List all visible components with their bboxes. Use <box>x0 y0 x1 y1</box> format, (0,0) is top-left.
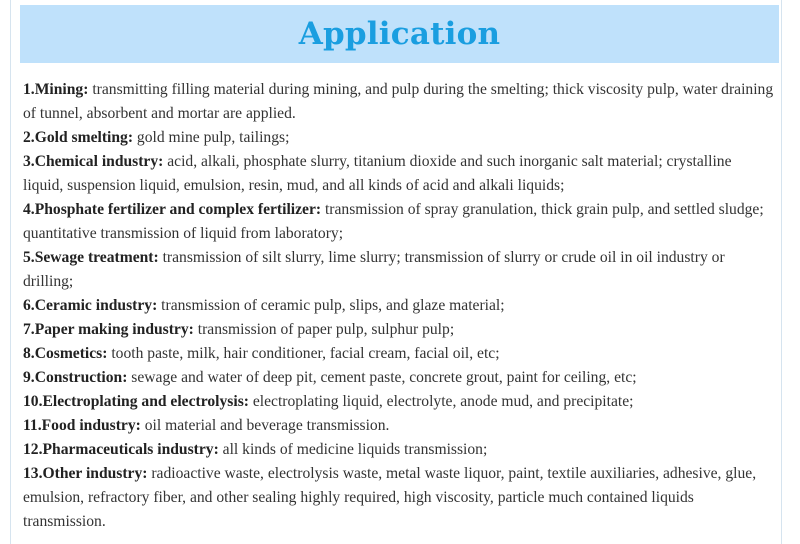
item-label: 11.Food industry: <box>23 417 141 434</box>
list-item <box>23 318 775 342</box>
item-label: 4.Phosphate fertilizer and complex fertilizer: <box>23 201 322 218</box>
item-text: transmission of silt slurry, lime slurry; transmission of slurry or crude oil in oil industry or drilling; <box>23 249 725 290</box>
application-panel <box>10 0 782 544</box>
list-item <box>23 342 775 366</box>
item-text: sewage and water of deep pit, cement paste, concrete grout, paint for ceiling, etc; <box>127 369 637 386</box>
item-label: 6.Ceramic industry: <box>23 297 158 314</box>
item-text: electroplating liquid, electrolyte, anode mud, and precipitate; <box>248 393 634 410</box>
list-item <box>23 366 775 390</box>
item-label: 10.Electroplating and electrolysis: <box>23 393 249 410</box>
item-label: 3.Chemical industry: <box>23 153 164 170</box>
item-text: transmission of paper pulp, sulphur pulp; <box>193 321 455 338</box>
list-item <box>23 198 775 246</box>
list-item <box>23 414 775 438</box>
list-item <box>23 150 775 198</box>
application-list <box>23 78 775 534</box>
item-label: 1.Mining: <box>23 81 89 98</box>
item-label: 7.Paper making industry: <box>23 321 194 338</box>
page-title: Application <box>298 16 501 52</box>
list-item <box>23 390 775 414</box>
item-text: all kinds of medicine liquids transmission; <box>218 441 488 458</box>
item-text: tooth paste, milk, hair conditioner, facial cream, facial oil, etc; <box>107 345 500 362</box>
item-text: oil material and beverage transmission. <box>140 417 390 434</box>
item-text: gold mine pulp, tailings; <box>133 129 290 146</box>
item-text: transmission of ceramic pulp, slips, and glaze material; <box>157 297 505 314</box>
item-label: 8.Cosmetics: <box>23 345 108 362</box>
item-label: 12.Pharmaceuticals industry: <box>23 441 219 458</box>
list-item <box>23 78 775 126</box>
list-item <box>23 438 775 462</box>
item-label: 2.Gold smelting: <box>23 129 134 146</box>
list-item <box>23 126 775 150</box>
title-banner <box>20 5 779 63</box>
list-item <box>23 294 775 318</box>
item-text: transmission of spray granulation, thick grain pulp, and settled sludge; quantitative transmission of liquid from laboratory; <box>23 201 764 242</box>
item-text: radioactive waste, electrolysis waste, metal waste liquor, paint, textile auxiliaries, adhesive, glue, emulsion, refractory fiber, and other sealing highly required, high viscosity, particle much contained liquids transmission. <box>23 465 757 530</box>
item-label: 9.Construction: <box>23 369 128 386</box>
item-text: transmitting filling material during mining, and pulp during the smelting; thick viscosity pulp, water draining of tunnel, absorbent and mortar are applied. <box>23 81 774 122</box>
list-item <box>23 462 775 534</box>
item-label: 5.Sewage treatment: <box>23 249 159 266</box>
list-item <box>23 246 775 294</box>
item-label: 13.Other industry: <box>23 465 148 482</box>
item-text: acid, alkali, phosphate slurry, titanium dioxide and such inorganic salt material; crystalline liquid, suspension liquid, emulsion, resin, mud, and all kinds of acid and alkali liquids; <box>23 153 732 194</box>
